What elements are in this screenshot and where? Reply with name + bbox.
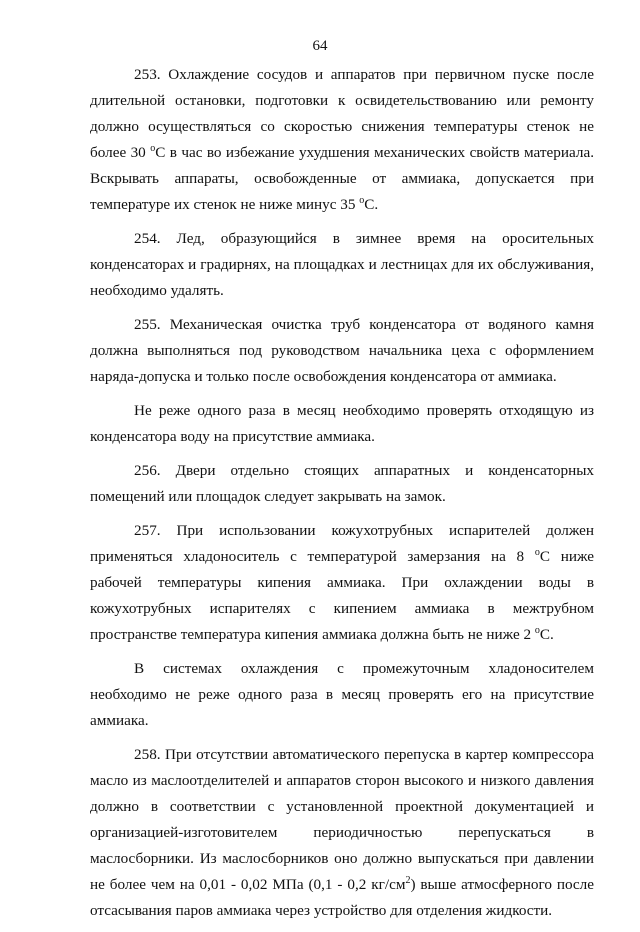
text-run: С. bbox=[539, 626, 554, 643]
text-run: В системах охлаждения с промежуточным хладоносителем необходимо не реже одного раза в месяц проверять его на присутствие аммиака. bbox=[90, 660, 594, 729]
paragraph bbox=[90, 458, 594, 510]
text-run: ) выше атмосферного после отсасывания паров аммиака через устройство для отделения жидкости. bbox=[90, 876, 594, 919]
paragraph bbox=[90, 656, 594, 734]
text-run: 254. Лед, образующийся в зимнее время на оросительных конденсаторах и градирнях, на площадках и лестницах для их обслуживания, необходимо удалять. bbox=[90, 230, 594, 299]
superscript: о bbox=[534, 624, 540, 636]
text-run: 253. Охлаждение сосудов и аппаратов при первичном пуске после длительной остановки, подготовки к освидетельствованию или ремонту должно осуществляться со скоростью снижения температуры стенок не более 30 bbox=[90, 66, 594, 161]
superscript: о bbox=[150, 142, 156, 154]
paragraph bbox=[90, 518, 594, 648]
text-run: 256. Двери отдельно стоящих аппаратных и конденсаторных помещений или площадок следует закрывать на замок. bbox=[90, 462, 594, 505]
paragraph bbox=[90, 226, 594, 304]
paragraph bbox=[90, 398, 594, 450]
text-run: С в час во избежание ухудшения механических свойств материала. Вскрывать аппараты, освобожденные от аммиака, допускается при температуре их стенок не ниже минус 35 bbox=[90, 144, 594, 213]
document-body bbox=[90, 62, 594, 932]
text-run: 257. При использовании кожухотрубных испарителей должен применяться хладоноситель с температурой замерзания на 8 bbox=[90, 522, 594, 565]
text-run: 258. При отсутствии автоматического перепуска в картер компрессора масло из маслоотделителей и аппаратов сторон высокого и низкого давления должно в соответствии с установленной проектной документацией и организацией-изготовителем периодичностью перепускаться в маслосборники. Из маслосборников оно должно выпускаться при давлении не более чем на 0,01 - 0,02 МПа (0,1 - 0,2 кг/см bbox=[90, 746, 594, 893]
superscript: о bbox=[534, 546, 540, 558]
superscript: о bbox=[359, 194, 365, 206]
text-run: 255. Механическая очистка труб конденсатора от водяного камня должна выполняться под руководством начальника цеха с оформлением наряда-допуска и только после освобождения конденсатора от аммиака. bbox=[90, 316, 594, 385]
paragraph bbox=[90, 62, 594, 218]
text-run: Не реже одного раза в месяц необходимо проверять отходящую из конденсатора воду на присутствие аммиака. bbox=[90, 402, 594, 445]
page-number: 64 bbox=[312, 38, 328, 54]
superscript: 2 bbox=[405, 874, 411, 886]
text-run: С ниже рабочей температуры кипения аммиака. При охлаждении воды в кожухотрубных испарителях с кипением аммиака в межтрубном пространстве температура кипения аммиака должна быть не ниже 2 bbox=[90, 548, 594, 643]
text-run: С. bbox=[364, 196, 379, 213]
paragraph bbox=[90, 312, 594, 390]
paragraph bbox=[90, 742, 594, 924]
